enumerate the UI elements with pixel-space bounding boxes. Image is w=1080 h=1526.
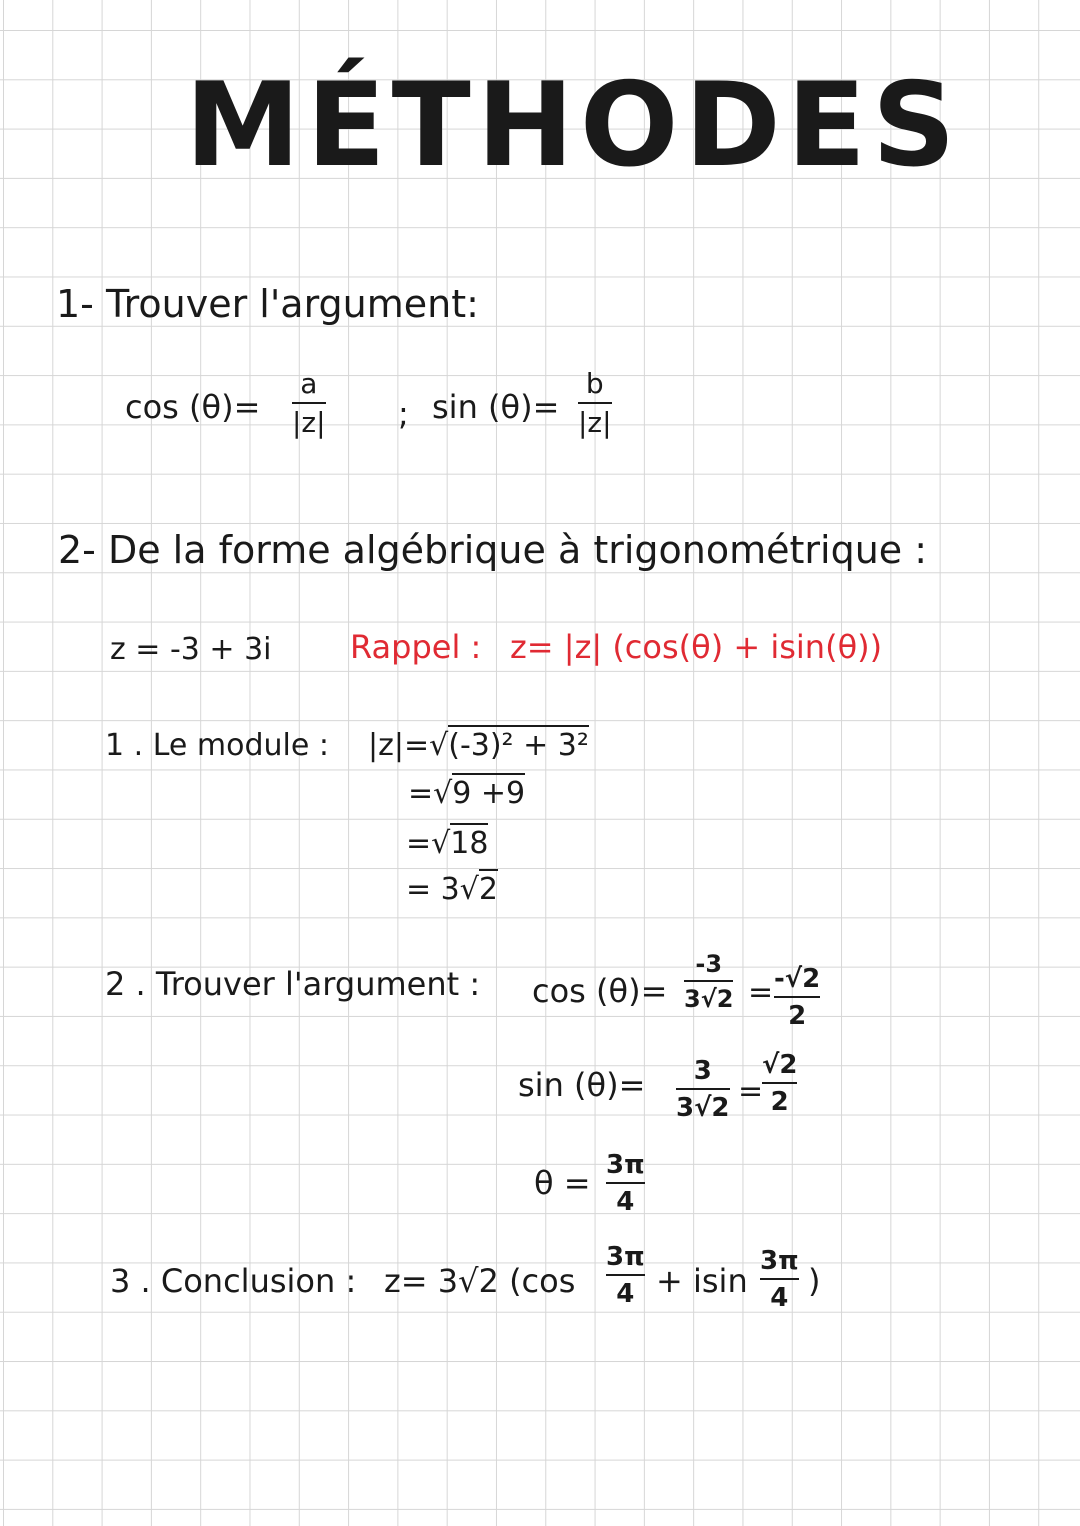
sqrt-sign: √: [433, 776, 453, 811]
section2-heading: 2- De la forme algébrique à trigonométrique :: [58, 528, 928, 572]
module-line-4-prefix: = 3: [406, 872, 460, 907]
conclusion-fraction-2-denominator: 4: [770, 1283, 789, 1313]
step2-cos-result: [774, 966, 820, 1029]
z-definition: z = -3 + 3i: [110, 632, 272, 667]
step2-sin-numerator: 3: [693, 1056, 712, 1086]
module-line-3-prefix: =: [406, 826, 432, 861]
sqrt-sign: √: [459, 872, 479, 907]
sqrt-sign: √: [431, 826, 451, 861]
rappel-label: Rappel :: [350, 628, 482, 666]
cos-formula-label: cos (θ)=: [125, 388, 261, 426]
step2-sin-result: [762, 1052, 797, 1115]
rappel-formula: z= |z| (cos(θ) + isin(θ)): [510, 628, 883, 666]
conclusion-fraction-1: [606, 1244, 645, 1307]
fraction-bar: [676, 1088, 730, 1090]
step2-sin-denominator: 3√2: [676, 1093, 730, 1123]
step2-label: 2 . Trouver l'argument :: [105, 965, 481, 1003]
module-line-3: [406, 826, 488, 861]
fraction-bar: [684, 980, 733, 982]
module-line-2-prefix: =: [408, 776, 434, 811]
cos-fraction: [292, 367, 326, 439]
sin-denominator: |z|: [578, 406, 612, 439]
step2-cos-fraction: [684, 952, 733, 1011]
sin-numerator: b: [585, 367, 604, 400]
fraction-bar: [760, 1278, 799, 1280]
module-line-1: [368, 728, 589, 763]
fraction-bar: [774, 996, 820, 998]
sqrt-sign: √: [429, 728, 449, 763]
step3-label: 3 . Conclusion :: [110, 1262, 357, 1300]
module-line-2-radicand: 9 +9: [452, 773, 525, 811]
conclusion-fraction-2-numerator: 3π: [760, 1246, 799, 1276]
page-title: MÉTHODES: [185, 58, 962, 193]
cos-denominator: |z|: [292, 406, 326, 439]
step2-cos-denominator: 3√2: [684, 985, 734, 1013]
fraction-bar: [606, 1274, 645, 1276]
module-line-1-radicand: (-3)² + 3²: [448, 725, 589, 763]
step2-cos-result-denominator: 2: [788, 1001, 807, 1031]
fraction-bar: [762, 1082, 797, 1084]
theta-fraction: [606, 1152, 645, 1215]
step2-cos-label: cos (θ)=: [532, 972, 668, 1010]
section1-heading: 1- Trouver l'argument:: [56, 282, 479, 326]
cos-numerator: a: [300, 367, 318, 400]
step2-sin-result-denominator: 2: [770, 1087, 789, 1117]
step2-sin-fraction: [676, 1058, 730, 1121]
module-line-4: [406, 872, 498, 907]
step1-label: 1 . Le module :: [105, 728, 329, 763]
conclusion-fraction-1-numerator: 3π: [606, 1242, 645, 1272]
step2-cos-equals: =: [748, 975, 774, 1010]
sin-formula-label: sin (θ)=: [432, 388, 560, 426]
conclusion-prefix: z= 3√2 (cos: [384, 1262, 576, 1300]
module-line-3-radicand: 18: [450, 823, 488, 861]
sin-fraction: [578, 367, 612, 439]
step2-cos-numerator: -3: [695, 950, 723, 978]
step2-sin-equals: =: [738, 1074, 764, 1109]
conclusion-fraction-2: [760, 1248, 799, 1311]
theta-numerator: 3π: [606, 1150, 645, 1180]
fraction-bar: [292, 402, 326, 404]
module-line-2: [408, 776, 525, 811]
fraction-bar: [578, 402, 612, 404]
theta-denominator: 4: [616, 1187, 635, 1217]
conclusion-middle: + isin: [656, 1262, 748, 1300]
step2-cos-result-numerator: -√2: [774, 964, 821, 994]
theta-label: θ =: [534, 1164, 591, 1202]
conclusion-fraction-1-denominator: 4: [616, 1279, 635, 1309]
module-line-4-radicand: 2: [479, 869, 498, 907]
conclusion-suffix: ): [808, 1262, 821, 1300]
step2-sin-result-numerator: √2: [762, 1050, 798, 1080]
formula-separator: ;: [398, 395, 409, 433]
step2-sin-label: sin (θ)=: [518, 1066, 646, 1104]
fraction-bar: [606, 1182, 645, 1184]
module-line-1-prefix: |z|=: [368, 728, 430, 763]
